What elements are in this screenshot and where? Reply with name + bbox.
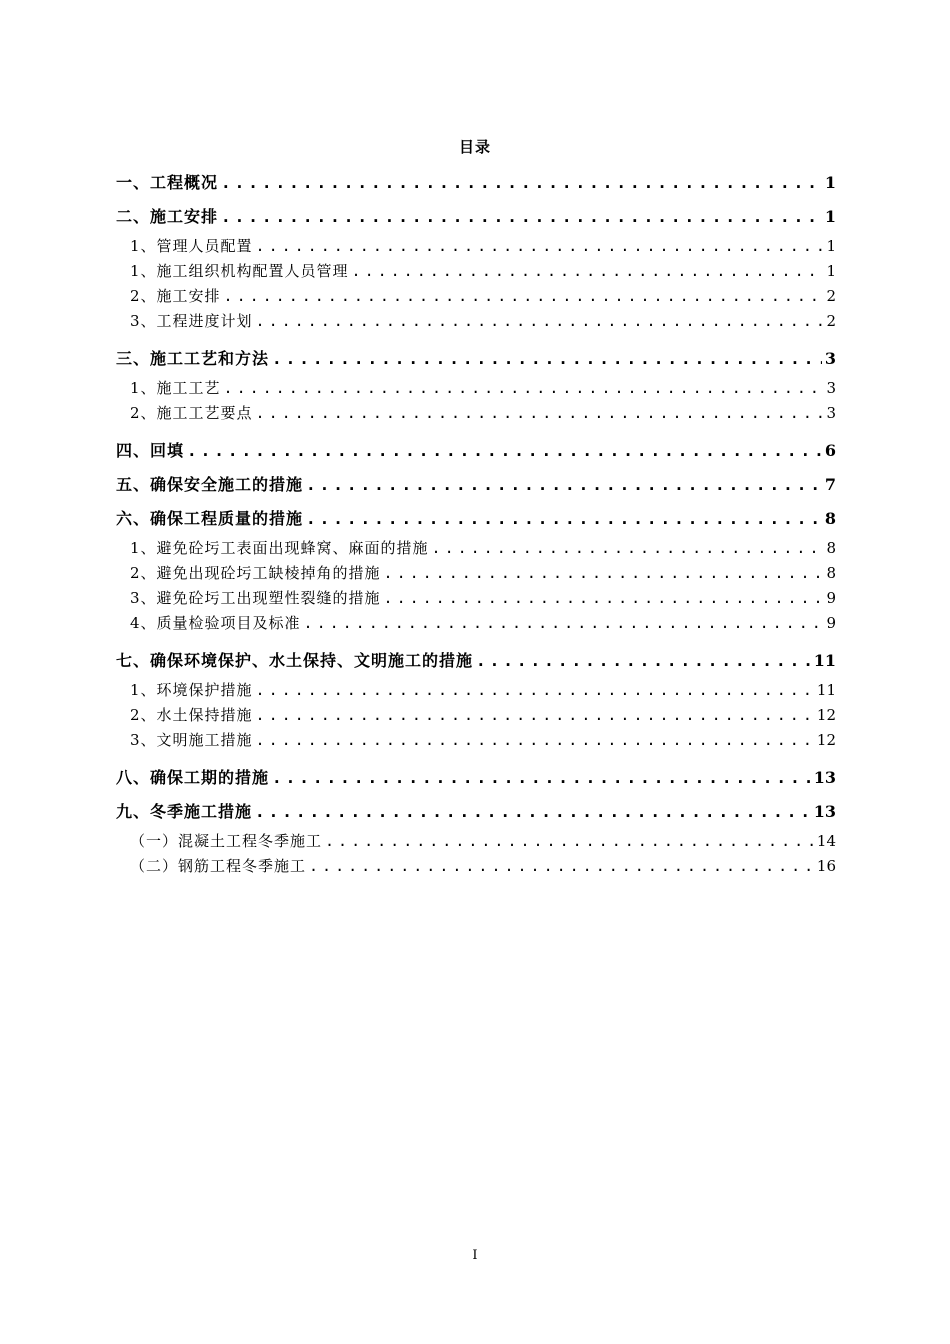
toc-entry-section[interactable] <box>116 284 836 309</box>
toc-entry-section[interactable] <box>116 536 836 561</box>
toc-dot-leader <box>306 468 822 502</box>
toc-entry-page: 12 <box>816 706 836 724</box>
toc-list <box>116 166 836 879</box>
toc-entry-page: 1 <box>824 207 836 226</box>
toc-entry-page: 11 <box>816 681 836 699</box>
toc-entry-chapter[interactable] <box>116 468 836 502</box>
toc-entry-text: 3、工程进度计划 <box>130 312 253 330</box>
toc-entry-chapter[interactable] <box>116 200 836 234</box>
toc-dot-leader <box>256 234 824 259</box>
toc-entry-text: 七、确保环境保护、水土保持、文明施工的措施 <box>116 651 474 670</box>
toc-entry-text: 六、确保工程质量的措施 <box>116 509 304 528</box>
toc-entry-text: 3、避免砼圬工出现塑性裂缝的措施 <box>130 589 381 607</box>
toc-dot-leader <box>256 678 814 703</box>
toc-entry-text: 八、确保工期的措施 <box>116 768 270 787</box>
toc-entry-text: 1、施工组织机构配置人员管理 <box>130 262 349 280</box>
toc-entry-section[interactable] <box>116 259 836 284</box>
toc-entry-page: 3 <box>826 379 836 397</box>
toc-entry-page: 1 <box>826 237 836 255</box>
toc-dot-leader <box>255 795 811 829</box>
toc-entry-section[interactable] <box>116 234 836 259</box>
toc-entry-chapter[interactable] <box>116 795 836 829</box>
toc-dot-leader <box>187 434 822 468</box>
toc-entry-page: 16 <box>816 857 836 875</box>
toc-entry-text: 四、回填 <box>116 441 185 460</box>
toc-entry-text: （二）钢筋工程冬季施工 <box>130 857 307 875</box>
toc-entry-text: 1、环境保护措施 <box>130 681 253 699</box>
toc-dot-leader <box>256 703 814 728</box>
toc-entry-page: 3 <box>824 349 836 368</box>
toc-entry-chapter[interactable] <box>116 644 836 678</box>
toc-entry-page: 13 <box>813 768 836 787</box>
toc-entry-text: 2、水土保持措施 <box>130 706 253 724</box>
toc-entry-text: 2、施工工艺要点 <box>130 404 253 422</box>
toc-entry-text: 五、确保安全施工的措施 <box>116 475 304 494</box>
toc-entry-chapter[interactable] <box>116 342 836 376</box>
toc-entry-section[interactable] <box>116 854 836 879</box>
page-number: I <box>472 1248 478 1263</box>
toc-entry-section[interactable] <box>116 829 836 854</box>
toc-entry-section[interactable] <box>116 561 836 586</box>
toc-entry-page: 8 <box>824 509 836 528</box>
toc-dot-leader <box>224 376 824 401</box>
toc-entry-chapter[interactable] <box>116 166 836 200</box>
toc-entry-page: 1 <box>824 173 836 192</box>
toc-entry-chapter[interactable] <box>116 502 836 536</box>
toc-entry-page: 13 <box>813 802 836 821</box>
toc-dot-leader <box>352 259 824 284</box>
toc-entry-section[interactable] <box>116 678 836 703</box>
toc-dot-leader <box>272 342 822 376</box>
toc-dot-leader <box>272 761 811 795</box>
toc-entry-text: 2、避免出现砼圬工缺棱掉角的措施 <box>130 564 381 582</box>
toc-dot-leader <box>221 200 822 234</box>
toc-entry-section[interactable] <box>116 376 836 401</box>
toc-entry-text: 3、文明施工措施 <box>130 731 253 749</box>
toc-dot-leader <box>384 586 824 611</box>
toc-entry-text: 1、管理人员配置 <box>130 237 253 255</box>
toc-title: 目录 <box>458 138 491 156</box>
toc-entry-text: 1、避免砼圬工表面出现蜂窝、麻面的措施 <box>130 539 429 557</box>
toc-entry-page: 9 <box>826 589 836 607</box>
toc-entry-text: （一）混凝土工程冬季施工 <box>130 832 323 850</box>
toc-entry-chapter[interactable] <box>116 434 836 468</box>
toc-entry-page: 12 <box>816 731 836 749</box>
toc-entry-section[interactable] <box>116 703 836 728</box>
toc-dot-leader <box>256 309 824 334</box>
toc-entry-page: 11 <box>813 651 836 670</box>
toc-entry-page: 8 <box>826 564 836 582</box>
toc-entry-page: 14 <box>816 832 836 850</box>
toc-dot-leader <box>304 611 824 636</box>
toc-entry-text: 2、施工安排 <box>130 287 221 305</box>
toc-entry-page: 7 <box>824 475 836 494</box>
toc-entry-page: 9 <box>826 614 836 632</box>
toc-entry-text: 二、施工安排 <box>116 207 219 226</box>
toc-dot-leader <box>256 401 824 426</box>
toc-entry-text: 三、施工工艺和方法 <box>116 349 270 368</box>
toc-entry-page: 1 <box>826 262 836 280</box>
toc-entry-page: 3 <box>826 404 836 422</box>
toc-entry-page: 2 <box>826 287 836 305</box>
toc-entry-section[interactable] <box>116 728 836 753</box>
toc-dot-leader <box>309 854 814 879</box>
toc-entry-section[interactable] <box>116 611 836 636</box>
toc-entry-text: 九、冬季施工措施 <box>116 802 253 821</box>
toc-dot-leader <box>224 284 824 309</box>
toc-entry-section[interactable] <box>116 309 836 334</box>
toc-entry-text: 1、施工工艺 <box>130 379 221 397</box>
toc-entry-section[interactable] <box>116 401 836 426</box>
toc-entry-page: 2 <box>826 312 836 330</box>
toc-dot-leader <box>306 502 822 536</box>
toc-dot-leader <box>325 829 814 854</box>
toc-dot-leader <box>432 536 824 561</box>
toc-dot-leader <box>476 644 811 678</box>
toc-dot-leader <box>221 166 822 200</box>
toc-entry-section[interactable] <box>116 586 836 611</box>
toc-entry-page: 6 <box>824 441 836 460</box>
toc-entry-page: 8 <box>826 539 836 557</box>
toc-dot-leader <box>384 561 824 586</box>
toc-entry-text: 4、质量检验项目及标准 <box>130 614 301 632</box>
toc-dot-leader <box>256 728 814 753</box>
toc-entry-text: 一、工程概况 <box>116 173 219 192</box>
toc-entry-chapter[interactable] <box>116 761 836 795</box>
